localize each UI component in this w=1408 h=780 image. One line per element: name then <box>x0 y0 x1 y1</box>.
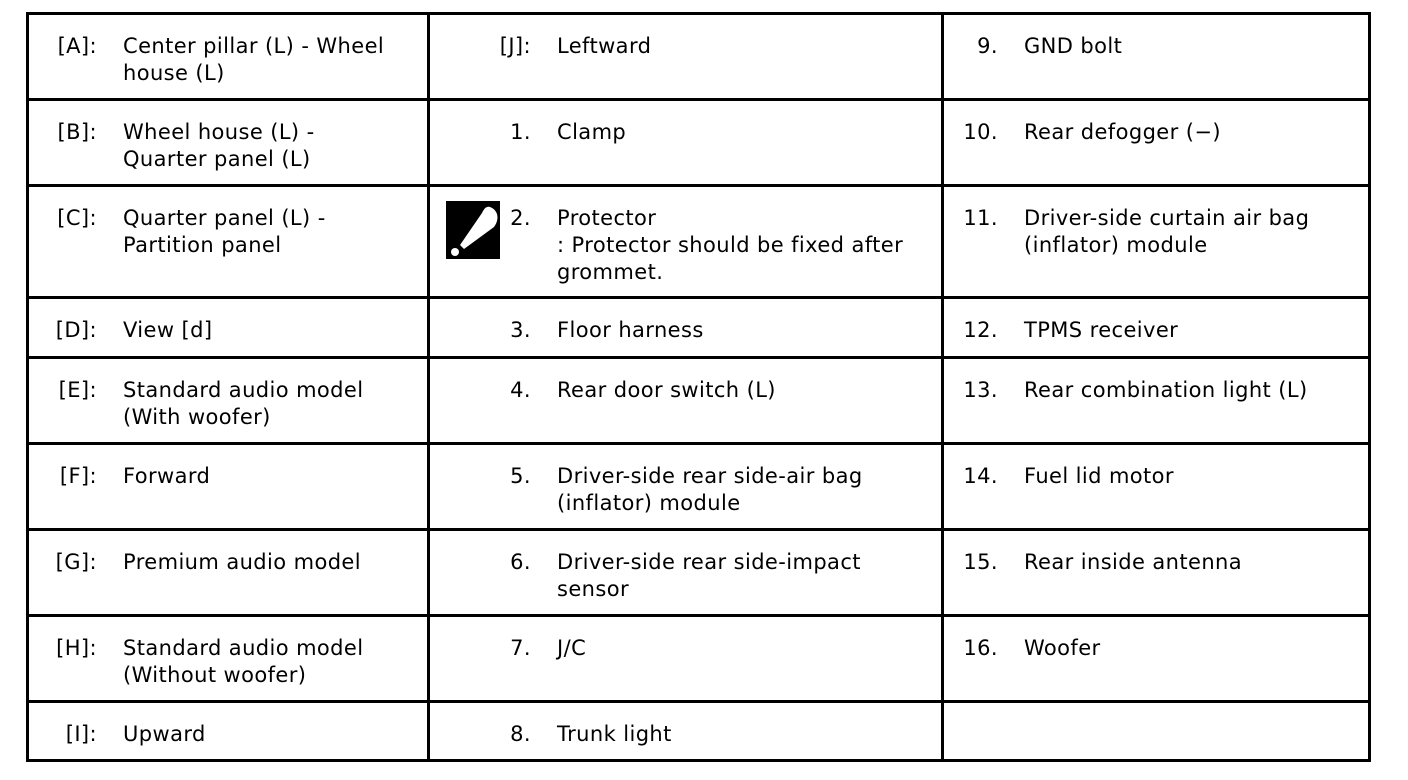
table-cell <box>429 616 943 702</box>
table-cell <box>28 186 429 298</box>
legend-key: 10. <box>963 120 998 144</box>
description-line: : Protector should be fixed after <box>557 233 904 257</box>
legend-entry <box>944 187 1368 259</box>
table-row <box>28 702 1370 761</box>
description-line: Center pillar (L) - Wheel <box>123 34 385 58</box>
legend-entry <box>944 299 1368 344</box>
legend-key: 8. <box>510 722 531 746</box>
legend-key: [D]: <box>55 318 97 342</box>
description-line: Rear inside antenna <box>1024 550 1243 574</box>
legend-key: [B]: <box>57 120 97 144</box>
description-line: GND bolt <box>1024 34 1123 58</box>
description-line: Leftward <box>557 34 652 58</box>
table-cell <box>429 444 943 530</box>
table-cell <box>429 358 943 444</box>
table-cell <box>28 358 429 444</box>
description-line: Rear defogger (−) <box>1024 120 1221 144</box>
description-line: (inflator) module <box>557 491 741 515</box>
legend-key: 13. <box>963 378 998 402</box>
table-cell <box>943 616 1370 702</box>
legend-entry <box>430 15 941 60</box>
legend-entry <box>944 359 1368 404</box>
table-row <box>28 298 1370 358</box>
legend-key: 14. <box>963 464 998 488</box>
legend-description <box>123 721 427 748</box>
table-cell <box>429 14 943 100</box>
description-line: Partition panel <box>123 233 282 257</box>
table-cell <box>943 530 1370 616</box>
table-cell <box>943 14 1370 100</box>
description-line: Protector <box>557 206 657 230</box>
description-line: View [d] <box>123 318 213 342</box>
legend-key: 5. <box>510 464 531 488</box>
legend-entry <box>430 359 941 404</box>
legend-key: [F]: <box>59 464 97 488</box>
legend-description <box>557 205 941 286</box>
table-cell <box>429 702 943 761</box>
table-cell <box>28 616 429 702</box>
legend-description <box>123 549 427 576</box>
legend-key: 15. <box>963 550 998 574</box>
legend-description <box>557 119 941 146</box>
description-line: (Without woofer) <box>123 663 307 687</box>
legend-entry <box>430 617 941 662</box>
description-line: Floor harness <box>557 318 704 342</box>
table-cell <box>429 298 943 358</box>
description-line: Wheel house (L) - <box>123 120 315 144</box>
legend-entry <box>29 617 427 689</box>
legend-entry <box>944 445 1368 490</box>
description-line: Rear door switch (L) <box>557 378 776 402</box>
legend-description <box>1024 317 1368 344</box>
legend-body <box>28 14 1370 761</box>
legend-entry <box>944 15 1368 60</box>
description-line: Standard audio model <box>123 378 364 402</box>
legend-key: 2. <box>510 206 531 230</box>
table-row <box>28 616 1370 702</box>
legend-table <box>26 12 1371 762</box>
description-line: Quarter panel (L) <box>123 147 311 171</box>
table-cell <box>943 444 1370 530</box>
table-cell <box>28 702 429 761</box>
legend-key: 4. <box>510 378 531 402</box>
description-line: Fuel lid motor <box>1024 464 1174 488</box>
legend-entry <box>944 531 1368 576</box>
table-row <box>28 100 1370 186</box>
legend-description <box>1024 549 1368 576</box>
legend-entry <box>29 531 427 576</box>
table-cell <box>943 186 1370 298</box>
legend-description <box>1024 119 1368 146</box>
legend-entry <box>29 703 427 748</box>
legend-key: [I]: <box>65 722 97 746</box>
table-cell <box>28 100 429 186</box>
legend-entry <box>944 703 1368 721</box>
legend-description <box>1024 377 1368 404</box>
caution-icon <box>446 201 500 259</box>
legend-key: 7. <box>510 636 531 660</box>
description-line: grommet. <box>557 260 664 284</box>
legend-entry <box>430 445 941 517</box>
table-cell <box>943 100 1370 186</box>
description-line: (inflator) module <box>1024 233 1208 257</box>
legend-key: 9. <box>977 34 998 58</box>
description-line: (With woofer) <box>123 405 271 429</box>
table-cell <box>28 298 429 358</box>
legend-key: 16. <box>963 636 998 660</box>
table-cell <box>28 444 429 530</box>
legend-description <box>123 463 427 490</box>
legend-entry <box>430 703 941 748</box>
description-line: Trunk light <box>557 722 672 746</box>
description-line: Woofer <box>1024 636 1101 660</box>
description-line: Driver-side rear side-air bag <box>557 464 863 488</box>
table-cell <box>943 358 1370 444</box>
legend-key: [J]: <box>499 34 531 58</box>
legend-key: 12. <box>963 318 998 342</box>
legend-description <box>123 119 427 173</box>
description-line: sensor <box>557 577 629 601</box>
legend-key: [H]: <box>56 636 97 660</box>
legend-description <box>123 33 427 87</box>
table-cell <box>943 702 1370 761</box>
description-line: TPMS receiver <box>1024 318 1179 342</box>
legend-entry <box>29 15 427 87</box>
legend-key: [G]: <box>55 550 97 574</box>
table-row <box>28 530 1370 616</box>
description-line: Premium audio model <box>123 550 361 574</box>
description-line: Standard audio model <box>123 636 364 660</box>
legend-description <box>557 721 941 748</box>
legend-key: [E]: <box>58 378 97 402</box>
legend-description <box>1024 463 1368 490</box>
table-row <box>28 14 1370 100</box>
legend-entry <box>29 187 427 259</box>
legend-key: [C]: <box>57 206 97 230</box>
legend-description <box>123 377 427 431</box>
description-line: Driver-side rear side-impact <box>557 550 861 574</box>
legend-entry <box>430 531 941 603</box>
table-cell <box>429 100 943 186</box>
legend-description <box>557 549 941 603</box>
description-line: Forward <box>123 464 211 488</box>
legend-description <box>123 317 427 344</box>
description-line: Clamp <box>557 120 627 144</box>
legend-key: 3. <box>510 318 531 342</box>
table-cell <box>28 14 429 100</box>
legend-description <box>557 33 941 60</box>
description-line: Upward <box>123 722 206 746</box>
legend-entry <box>29 445 427 490</box>
legend-description <box>123 205 427 259</box>
legend-entry <box>944 617 1368 662</box>
legend-description <box>557 317 941 344</box>
legend-entry <box>944 101 1368 146</box>
description-line: J/C <box>557 636 587 660</box>
description-line: Driver-side curtain air bag <box>1024 206 1310 230</box>
legend-entry <box>430 299 941 344</box>
table-cell <box>943 298 1370 358</box>
legend-entry <box>29 359 427 431</box>
legend-key: [A]: <box>57 34 97 58</box>
table-row <box>28 358 1370 444</box>
legend-description <box>557 377 941 404</box>
description-line: Rear combination light (L) <box>1024 378 1308 402</box>
table-cell <box>429 186 943 298</box>
description-line: Quarter panel (L) - <box>123 206 326 230</box>
description-line: house (L) <box>123 61 225 85</box>
legend-description <box>1024 33 1368 60</box>
table-row <box>28 186 1370 298</box>
table-cell <box>28 530 429 616</box>
legend-entry <box>430 101 941 146</box>
table-cell <box>429 530 943 616</box>
legend-key: 11. <box>963 206 998 230</box>
legend-description <box>557 635 941 662</box>
legend-key: 1. <box>510 120 531 144</box>
legend-description <box>123 635 427 689</box>
table-row <box>28 444 1370 530</box>
legend-entry <box>430 187 941 286</box>
legend-description <box>1024 205 1368 259</box>
legend-key: 6. <box>510 550 531 574</box>
legend-description <box>557 463 941 517</box>
legend-entry <box>29 299 427 344</box>
legend-description <box>1024 635 1368 662</box>
legend-entry <box>29 101 427 173</box>
